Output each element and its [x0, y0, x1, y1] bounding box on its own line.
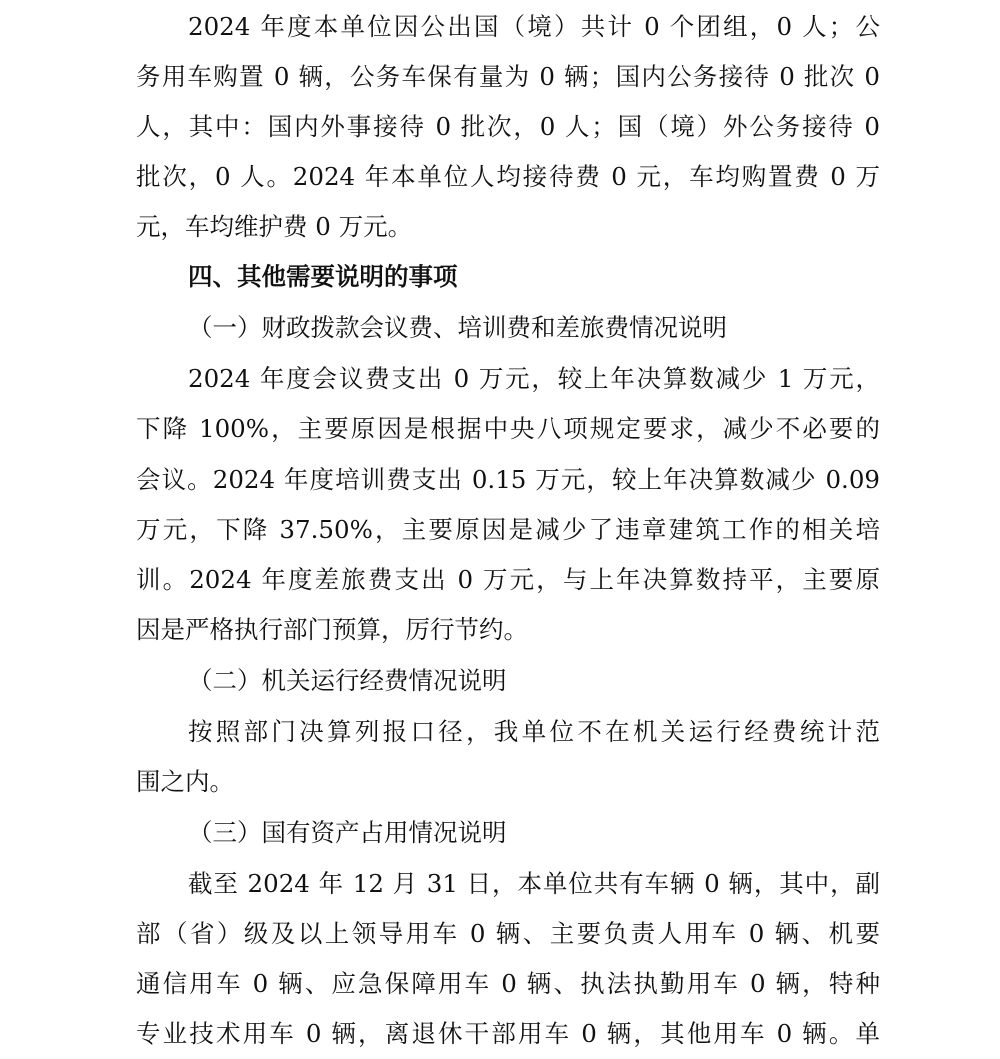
subsection-heading: （三）国有资产占用情况说明 [188, 818, 507, 847]
paragraph-line: 训。2024 年度差旅费支出 0 万元，与上年决算数持平，主要原 [136, 565, 880, 594]
paragraph-line: 万元，下降 37.50%，主要原因是减少了违章建筑工作的相关培 [136, 515, 880, 544]
paragraph-line: 截至 2024 年 12 月 31 日，本单位共有车辆 0 辆，其中，副 [188, 869, 880, 898]
subsection-heading: （二）机关运行经费情况说明 [188, 666, 507, 695]
section-heading: 四、其他需要说明的事项 [188, 262, 458, 291]
paragraph-line: 元，车均维护费 0 万元。 [136, 212, 413, 241]
subsection-heading: （一）财政拨款会议费、培训费和差旅费情况说明 [188, 313, 727, 342]
paragraph-line: 因是严格执行部门预算，厉行节约。 [136, 615, 528, 644]
paragraph-line: 下降 100%，主要原因是根据中央八项规定要求，减少不必要的 [136, 414, 880, 443]
paragraph-line: 2024 年度会议费支出 0 万元，较上年决算数减少 1 万元， [188, 364, 880, 393]
paragraph-line: 2024 年度本单位因公出国（境）共计 0 个团组，0 人；公 [188, 12, 880, 41]
paragraph-line: 部（省）级及以上领导用车 0 辆、主要负责人用车 0 辆、机要 [136, 919, 880, 948]
paragraph-line: 通信用车 0 辆、应急保障用车 0 辆、执法执勤用车 0 辆，特种 [136, 969, 880, 998]
paragraph-line: 围之内。 [136, 767, 234, 796]
paragraph-line: 按照部门决算列报口径，我单位不在机关运行经费统计范 [188, 717, 880, 746]
paragraph-line: 人，其中：国内外事接待 0 批次，0 人；国（境）外公务接待 0 [136, 112, 880, 141]
paragraph-line: 专业技术用车 0 辆，离退休干部用车 0 辆，其他用车 0 辆。单 [136, 1019, 880, 1048]
paragraph-line: 会议。2024 年度培训费支出 0.15 万元，较上年决算数减少 0.09 [136, 465, 880, 494]
paragraph-line: 务用车购置 0 辆，公务车保有量为 0 辆；国内公务接待 0 批次 0 [136, 62, 880, 91]
paragraph-line: 批次，0 人。2024 年本单位人均接待费 0 元，车均购置费 0 万 [136, 162, 880, 191]
